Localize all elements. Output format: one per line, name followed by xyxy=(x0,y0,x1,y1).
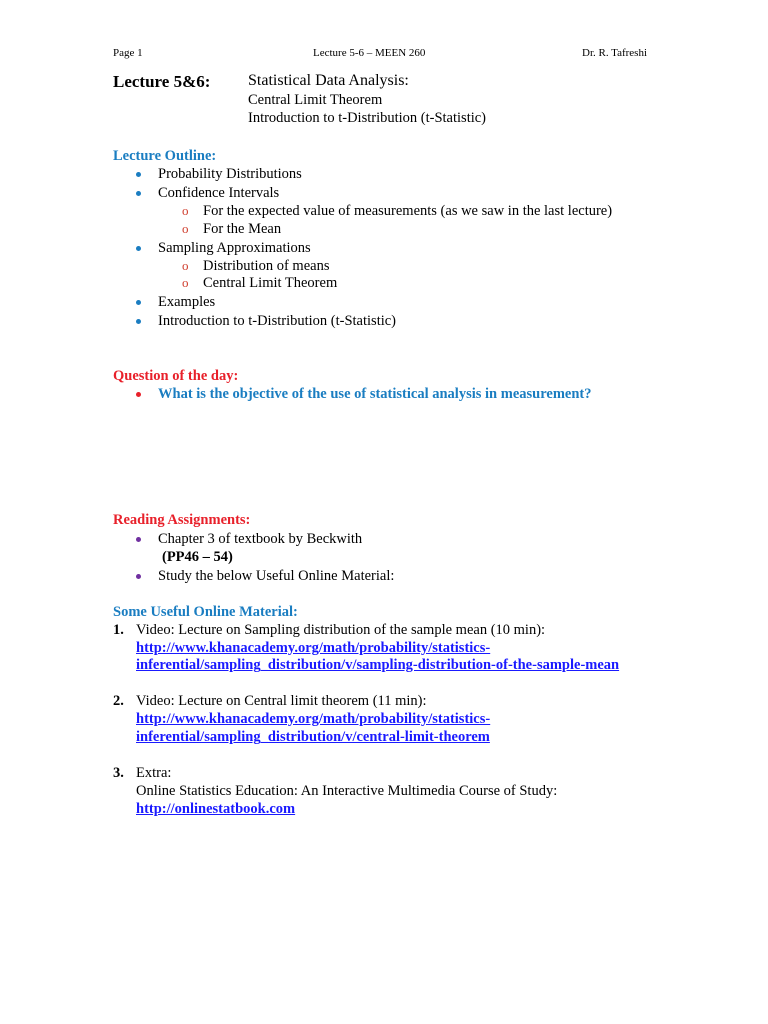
online-item-desc: Video: Lecture on Sampling distribution of the sample mean (10 min): xyxy=(136,622,546,638)
online-item-desc: Online Statistics Education: An Interactive Multimedia Course of Study: xyxy=(136,783,558,799)
page-title: Statistical Data Analysis: xyxy=(248,72,409,89)
outline-subitem: For the expected value of measurements (as we saw in the last lecture) xyxy=(203,203,613,219)
outline-heading: Lecture Outline: xyxy=(113,148,217,164)
outline-item: Examples xyxy=(158,294,216,310)
bullet-icon xyxy=(136,319,141,324)
sub-bullet-icon: o xyxy=(182,221,189,236)
header-author: Dr. R. Tafreshi xyxy=(582,47,648,59)
bullet-icon xyxy=(136,537,141,542)
outline-item: Probability Distributions xyxy=(158,166,302,182)
bullet-icon xyxy=(136,300,141,305)
online-link[interactable]: http://www.khanacademy.org/math/probability/statistics- xyxy=(136,711,491,727)
reading-item: Chapter 3 of textbook by Beckwith xyxy=(158,531,363,547)
sub-bullet-icon: o xyxy=(182,275,189,290)
bullet-icon xyxy=(136,574,141,579)
reading-pages: (PP46 – 54) xyxy=(162,549,233,565)
bullet-icon xyxy=(136,246,141,251)
outline-subitem: For the Mean xyxy=(203,221,282,237)
online-link[interactable]: inferential/sampling_distribution/v/central-limit-theorem xyxy=(136,729,490,745)
online-item-desc: Video: Lecture on Central limit theorem (11 min): xyxy=(136,693,427,709)
title-line-3: Introduction to t-Distribution (t-Statistic) xyxy=(248,110,487,126)
outline-subitem: Central Limit Theorem xyxy=(203,275,338,291)
online-heading: Some Useful Online Material: xyxy=(113,604,298,620)
outline-item: Introduction to t-Distribution (t-Statistic) xyxy=(158,313,397,329)
question-text: What is the objective of the use of statistical analysis in measurement? xyxy=(158,386,592,402)
bullet-icon xyxy=(136,191,141,196)
online-item-desc: Extra: xyxy=(136,765,172,781)
online-link[interactable]: inferential/sampling_distribution/v/sampling-distribution-of-the-sample-mean xyxy=(136,657,620,673)
question-heading: Question of the day: xyxy=(113,368,239,384)
reading-heading: Reading Assignments: xyxy=(113,512,251,528)
title-line-2: Central Limit Theorem xyxy=(248,92,383,108)
list-number: 1. xyxy=(113,622,124,638)
header-course: Lecture 5-6 – MEEN 260 xyxy=(313,47,426,59)
lecture-label: Lecture 5&6: xyxy=(113,72,211,91)
sub-bullet-icon: o xyxy=(182,203,189,218)
bullet-icon xyxy=(136,172,141,177)
outline-item: Confidence Intervals xyxy=(158,185,280,201)
reading-item: Study the below Useful Online Material: xyxy=(158,568,395,584)
list-number: 3. xyxy=(113,765,124,781)
list-number: 2. xyxy=(113,693,124,709)
outline-item: Sampling Approximations xyxy=(158,240,311,256)
online-link[interactable]: http://onlinestatbook.com xyxy=(136,801,296,817)
outline-subitem: Distribution of means xyxy=(203,258,330,274)
online-link[interactable]: http://www.khanacademy.org/math/probability/statistics- xyxy=(136,640,491,656)
bullet-icon xyxy=(136,392,141,397)
header-page-number: Page 1 xyxy=(113,47,143,59)
sub-bullet-icon: o xyxy=(182,258,189,273)
